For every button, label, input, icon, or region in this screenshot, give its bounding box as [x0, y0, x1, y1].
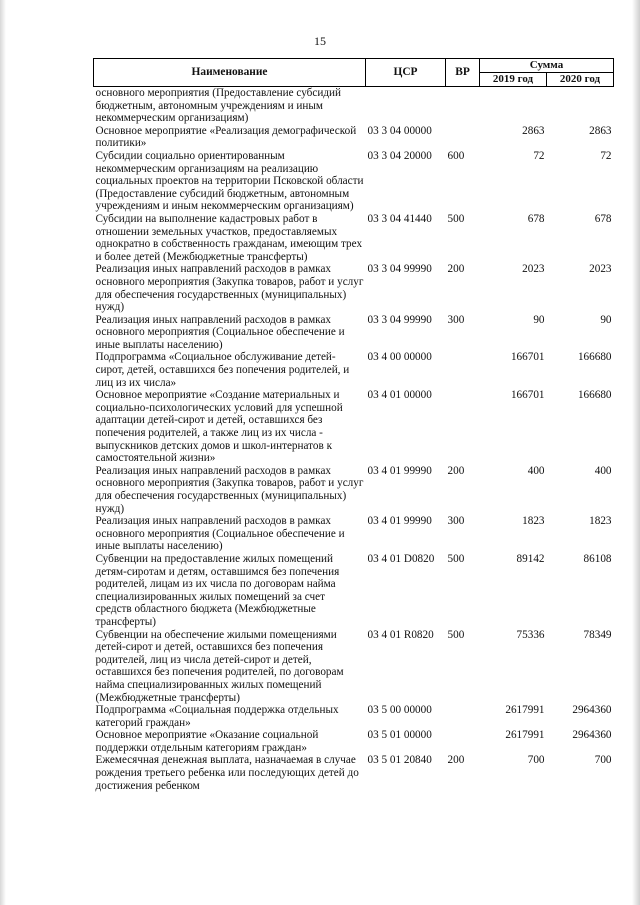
row-name: Реализация иных направлений расходов в рамках основного мероприятия (Закупка товаров, работ и услуг для обеспечения государственных (муниципальных) нужд)	[95, 263, 364, 314]
row-sum-2019: 2617991	[505, 729, 545, 742]
row-csr-code: 03 3 04 99990	[367, 263, 432, 276]
row-sum-2019: 75336	[516, 628, 545, 641]
row-vr-code: 500	[447, 212, 465, 225]
table-row	[94, 465, 614, 515]
header-year-2020: 2020 год	[547, 73, 614, 87]
row-csr-code	[366, 87, 446, 125]
row-sum-2019: 89142	[516, 552, 545, 565]
row-sum-2019: 1823	[522, 515, 545, 528]
row-name: Основное мероприятие «Создание материальных и социально-психологических условий для успешной адаптации детей-сирот и детей, оставшихся без попечения родителей, а также лиц из их числа - выпускников детских домов и школ-интернатов к самостоятельной жизни»	[95, 389, 343, 465]
row-csr-code: 03 5 00 00000	[367, 704, 432, 717]
row-vr-code: 300	[447, 313, 465, 326]
table-body	[94, 87, 614, 793]
row-sum-2020: 2964360	[572, 704, 612, 717]
row-name: Подпрограмма «Социальная поддержка отдельных категорий граждан»	[95, 704, 339, 729]
row-name: Субвенции на предоставление жилых помещений детям-сиротам и детям, оставшимся без попечения родителей, лицам из их числа по договорам найма специализированных жилых помещений за счет средств областного бюджета (Межбюджетные трансферты)	[95, 552, 340, 628]
row-sum-2020: 90	[600, 313, 612, 326]
row-sum-2020: 166680	[577, 389, 612, 402]
row-name: Реализация иных направлений расходов в рамках основного мероприятия (Социальное обеспечение и иные выплаты населению)	[95, 313, 345, 351]
header-vr: ВР	[446, 59, 480, 87]
row-sum-2019: 678	[527, 212, 545, 225]
row-sum-2019: 2023	[522, 263, 545, 276]
row-csr-code: 03 3 04 41440	[367, 212, 432, 225]
table-row	[94, 754, 614, 792]
row-name: Подпрограмма «Социальное обслуживание детей-сирот, детей, оставшихся без попечения родителей, и лиц из их числа»	[95, 351, 350, 389]
row-name: Ежемесячная денежная выплата, назначаемая в случае рождения третьего ребенка или последующих детей до достижения ребенком	[95, 754, 359, 792]
row-csr-code: 03 4 01 R0820	[367, 628, 434, 641]
row-sum-2020: 86108	[583, 552, 612, 565]
row-csr-code: 03 5 01 00000	[367, 729, 432, 742]
row-sum-2019: 166701	[510, 351, 545, 364]
row-vr-code	[446, 87, 480, 125]
row-sum-2020: 678	[594, 212, 612, 225]
row-sum-2020: 2023	[589, 263, 612, 276]
table-row	[94, 213, 614, 263]
row-sum-2019: 2863	[522, 124, 545, 137]
table-header	[94, 59, 614, 87]
table-row	[94, 351, 614, 389]
row-vr-code	[446, 704, 480, 729]
table-row	[94, 263, 614, 313]
row-sum-2019	[480, 87, 547, 125]
table-row	[94, 314, 614, 352]
row-sum-2020: 2964360	[572, 729, 612, 742]
header-sum: Сумма	[480, 59, 614, 73]
row-name: Субсидии социально ориентированным некоммерческим организациям на реализацию социальных проектов на территории Псковской области (Предоставление субсидий бюджетным, автономным учреждениям и иным некоммерческим организациям)	[95, 149, 364, 213]
row-csr-code: 03 4 01 99990	[367, 515, 432, 528]
row-vr-code	[446, 389, 480, 465]
row-name: Основное мероприятие «Реализация демографической политики»	[95, 124, 357, 150]
table-row	[94, 87, 614, 125]
row-csr-code: 03 3 04 00000	[367, 124, 432, 137]
row-csr-code: 03 4 01 D0820	[367, 552, 435, 565]
row-vr-code: 300	[447, 515, 465, 528]
row-csr-code: 03 4 01 00000	[367, 389, 432, 402]
table-row	[94, 515, 614, 553]
table-row	[94, 704, 614, 729]
row-sum-2020: 400	[594, 464, 612, 477]
row-name: основного мероприятия (Предоставление субсидий бюджетным, автономным учреждениям и иным некоммерческим организациям)	[95, 87, 341, 125]
row-sum-2019: 72	[533, 149, 545, 162]
row-sum-2020	[547, 87, 614, 125]
row-name: Реализация иных направлений расходов в рамках основного мероприятия (Социальное обеспечение и иные выплаты населению)	[95, 515, 345, 553]
budget-table	[93, 58, 614, 792]
row-vr-code: 500	[447, 552, 465, 565]
header-year-2019: 2019 год	[480, 73, 547, 87]
table-row	[94, 553, 614, 629]
row-name: Основное мероприятие «Оказание социальной поддержки отдельным категориям граждан»	[95, 729, 319, 754]
row-vr-code	[446, 125, 480, 150]
row-sum-2020: 700	[594, 754, 612, 767]
row-sum-2020: 166680	[577, 351, 612, 364]
row-vr-code: 200	[447, 464, 465, 477]
row-name: Субвенции на обеспечение жилыми помещениями детей-сирот и детей, оставшихся без попечения родителей, лиц из числа детей-сирот и детей, оставшихся без попечения родителей, по договорам найма специализированных жилых помещений (Межбюджетные трансферты)	[95, 628, 344, 704]
row-sum-2019: 166701	[510, 389, 545, 402]
row-sum-2020: 1823	[589, 515, 612, 528]
row-sum-2019: 2617991	[505, 704, 545, 717]
row-csr-code: 03 4 00 00000	[367, 351, 432, 364]
row-vr-code: 600	[447, 149, 465, 162]
row-sum-2020: 78349	[583, 628, 612, 641]
header-name: Наименование	[94, 59, 366, 87]
table-row	[94, 150, 614, 213]
row-vr-code	[446, 351, 480, 389]
row-vr-code: 200	[447, 263, 465, 276]
row-csr-code: 03 3 04 99990	[367, 313, 432, 326]
row-sum-2020: 72	[600, 149, 612, 162]
row-csr-code: 03 4 01 99990	[367, 464, 432, 477]
row-csr-code: 03 3 04 20000	[367, 149, 432, 162]
row-vr-code: 200	[447, 754, 465, 767]
row-sum-2020: 2863	[589, 124, 612, 137]
row-csr-code: 03 5 01 20840	[367, 754, 432, 767]
scan-edge-right	[632, 0, 640, 905]
page-number: 15	[314, 34, 326, 48]
row-vr-code	[446, 729, 480, 754]
row-sum-2019: 700	[527, 754, 545, 767]
table-row	[94, 629, 614, 705]
row-vr-code: 500	[447, 628, 465, 641]
table-row	[94, 389, 614, 465]
scan-edge-left	[0, 0, 6, 905]
row-sum-2019: 90	[533, 313, 545, 326]
table-row	[94, 125, 614, 150]
row-sum-2019: 400	[527, 464, 545, 477]
header-csr: ЦСР	[366, 59, 446, 87]
table-row	[94, 729, 614, 754]
row-name: Реализация иных направлений расходов в рамках основного мероприятия (Закупка товаров, работ и услуг для обеспечения государственных (муниципальных) нужд)	[95, 464, 364, 515]
row-name: Субсидии на выполнение кадастровых работ в отношении земельных участков, предоставляемых однократно в собственность гражданам, имеющим трех и более детей (Межбюджетные трансферты)	[95, 212, 363, 263]
